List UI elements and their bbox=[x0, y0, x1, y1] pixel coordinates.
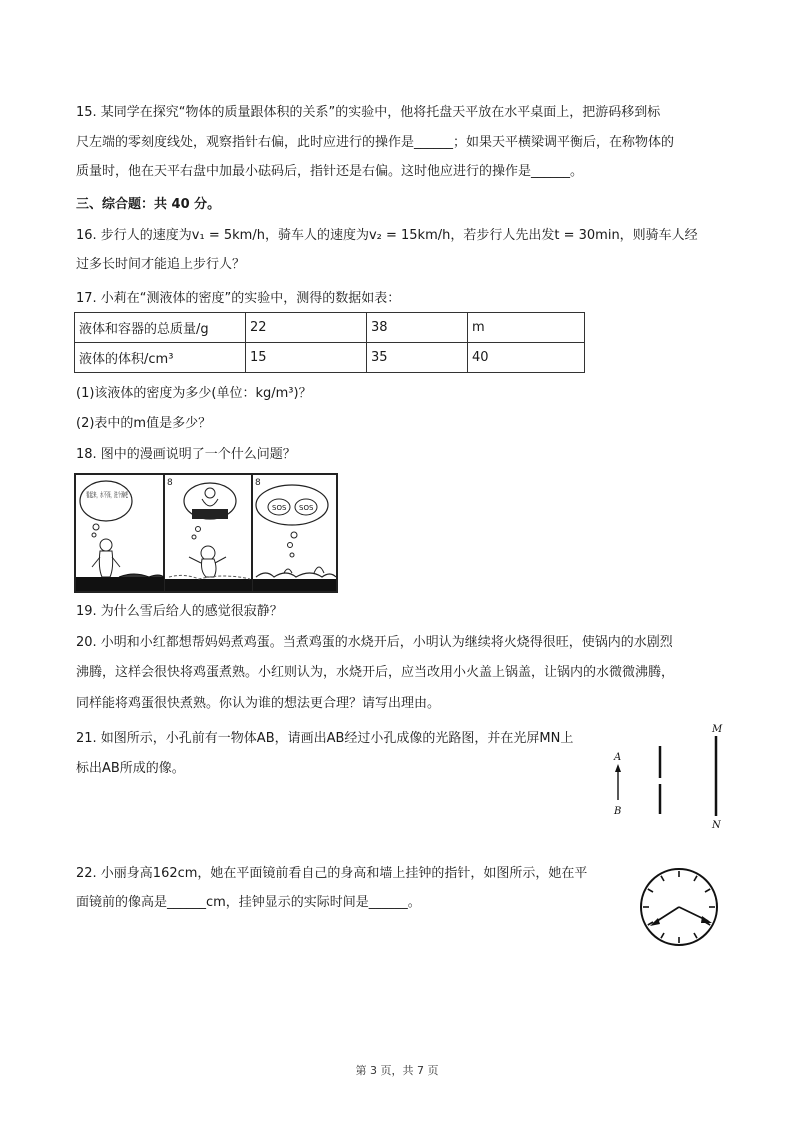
q17-sub1: (1)该液体的密度为多少(单位：kg/m³)？ bbox=[76, 386, 312, 401]
q15-line3: 质量时，他在天平右盘中加最小砝码后，指针还是右偏。这时他应进行的操作是______。 bbox=[76, 164, 584, 179]
page-footer: 第 3 页，共 7 页 bbox=[355, 1064, 439, 1077]
q21-line2: 标出AB所成的像。 bbox=[76, 761, 185, 776]
label-n: N bbox=[712, 820, 721, 830]
table-row bbox=[75, 343, 585, 373]
table-cell: 38 bbox=[367, 313, 468, 343]
q20-line3: 同样能将鸡蛋很快煮熟。你认为谁的想法更合理？请写出理由。 bbox=[76, 696, 441, 711]
label-b: B bbox=[614, 806, 622, 817]
comic-bubble-text bbox=[86, 490, 128, 500]
label-a: A bbox=[614, 752, 622, 763]
section-heading: 三、综合题：共 40 分。 bbox=[76, 197, 221, 212]
clock-figure bbox=[638, 866, 720, 948]
q20-line1: 20. 小明和小红都想帮妈妈煮鸡蛋。当煮鸡蛋的水烧开后，小明认为继续将火烧得很旺，使锅内的水剧烈 bbox=[76, 635, 673, 650]
comic-sos-text: SOS bbox=[272, 504, 287, 512]
table-cell: 22 bbox=[246, 313, 367, 343]
q22-line2: 面镜前的像高是______cm，挂钟显示的实际时间是______。 bbox=[76, 895, 421, 910]
table-row bbox=[75, 313, 585, 343]
comic-figure bbox=[74, 473, 338, 593]
q17-sub2: (2)表中的m值是多少？ bbox=[76, 416, 212, 431]
q19-text: 19. 为什么雪后给人的感觉很寂静？ bbox=[76, 604, 283, 619]
q17-data-table bbox=[74, 312, 585, 373]
table-cell: 15 bbox=[246, 343, 367, 373]
q15-line1: 15. 某同学在探究“物体的质量跟体积的关系”的实验中，他将托盘天平放在水平桌面上，把游码移到标 bbox=[76, 105, 661, 120]
table-cell: 液体和容器的总质量/g bbox=[75, 313, 246, 343]
pinhole-diagram bbox=[606, 720, 736, 830]
table-cell: m bbox=[468, 313, 585, 343]
q21-line1: 21. 如图所示，小孔前有一物体AB，请画出AB经过小孔成像的光路图，并在光屏MN上 bbox=[76, 731, 574, 746]
q18-text: 18. 图中的漫画说明了一个什么问题？ bbox=[76, 447, 296, 462]
table-cell: 40 bbox=[468, 343, 585, 373]
q20-line2: 沸腾，这样会很快将鸡蛋煮熟。小红则认为，水烧开后，应当改用小火盖上锅盖，让锅内的水微微沸腾， bbox=[76, 665, 675, 680]
q22-line1: 22. 小丽身高162cm，她在平面镜前看自己的身高和墙上挂钟的指针，如图所示，她在平 bbox=[76, 866, 588, 881]
label-m: M bbox=[712, 724, 723, 735]
svg-text:8: 8 bbox=[167, 478, 173, 488]
comic-sos-text: SOS bbox=[299, 504, 314, 512]
svg-text:8: 8 bbox=[255, 478, 261, 488]
q15-line2: 尺左端的零刻度线处，观察指针右偏，此时应进行的操作是______；如果天平横梁调平衡后，在称物体的 bbox=[76, 135, 675, 150]
q16-line2: 过多长时间才能追上步行人？ bbox=[76, 257, 246, 272]
q16-line1: 16. 步行人的速度为v₁ = 5km/h，骑车人的速度为v₂ = 15km/h，若步行人先出发t = 30min，则骑车人经 bbox=[76, 228, 698, 243]
arrow-head-icon bbox=[615, 764, 621, 772]
table-cell: 液体的体积/cm³ bbox=[75, 343, 246, 373]
table-cell: 35 bbox=[367, 343, 468, 373]
q17-intro: 17. 小莉在“测液体的密度”的实验中，测得的数据如表： bbox=[76, 291, 401, 306]
